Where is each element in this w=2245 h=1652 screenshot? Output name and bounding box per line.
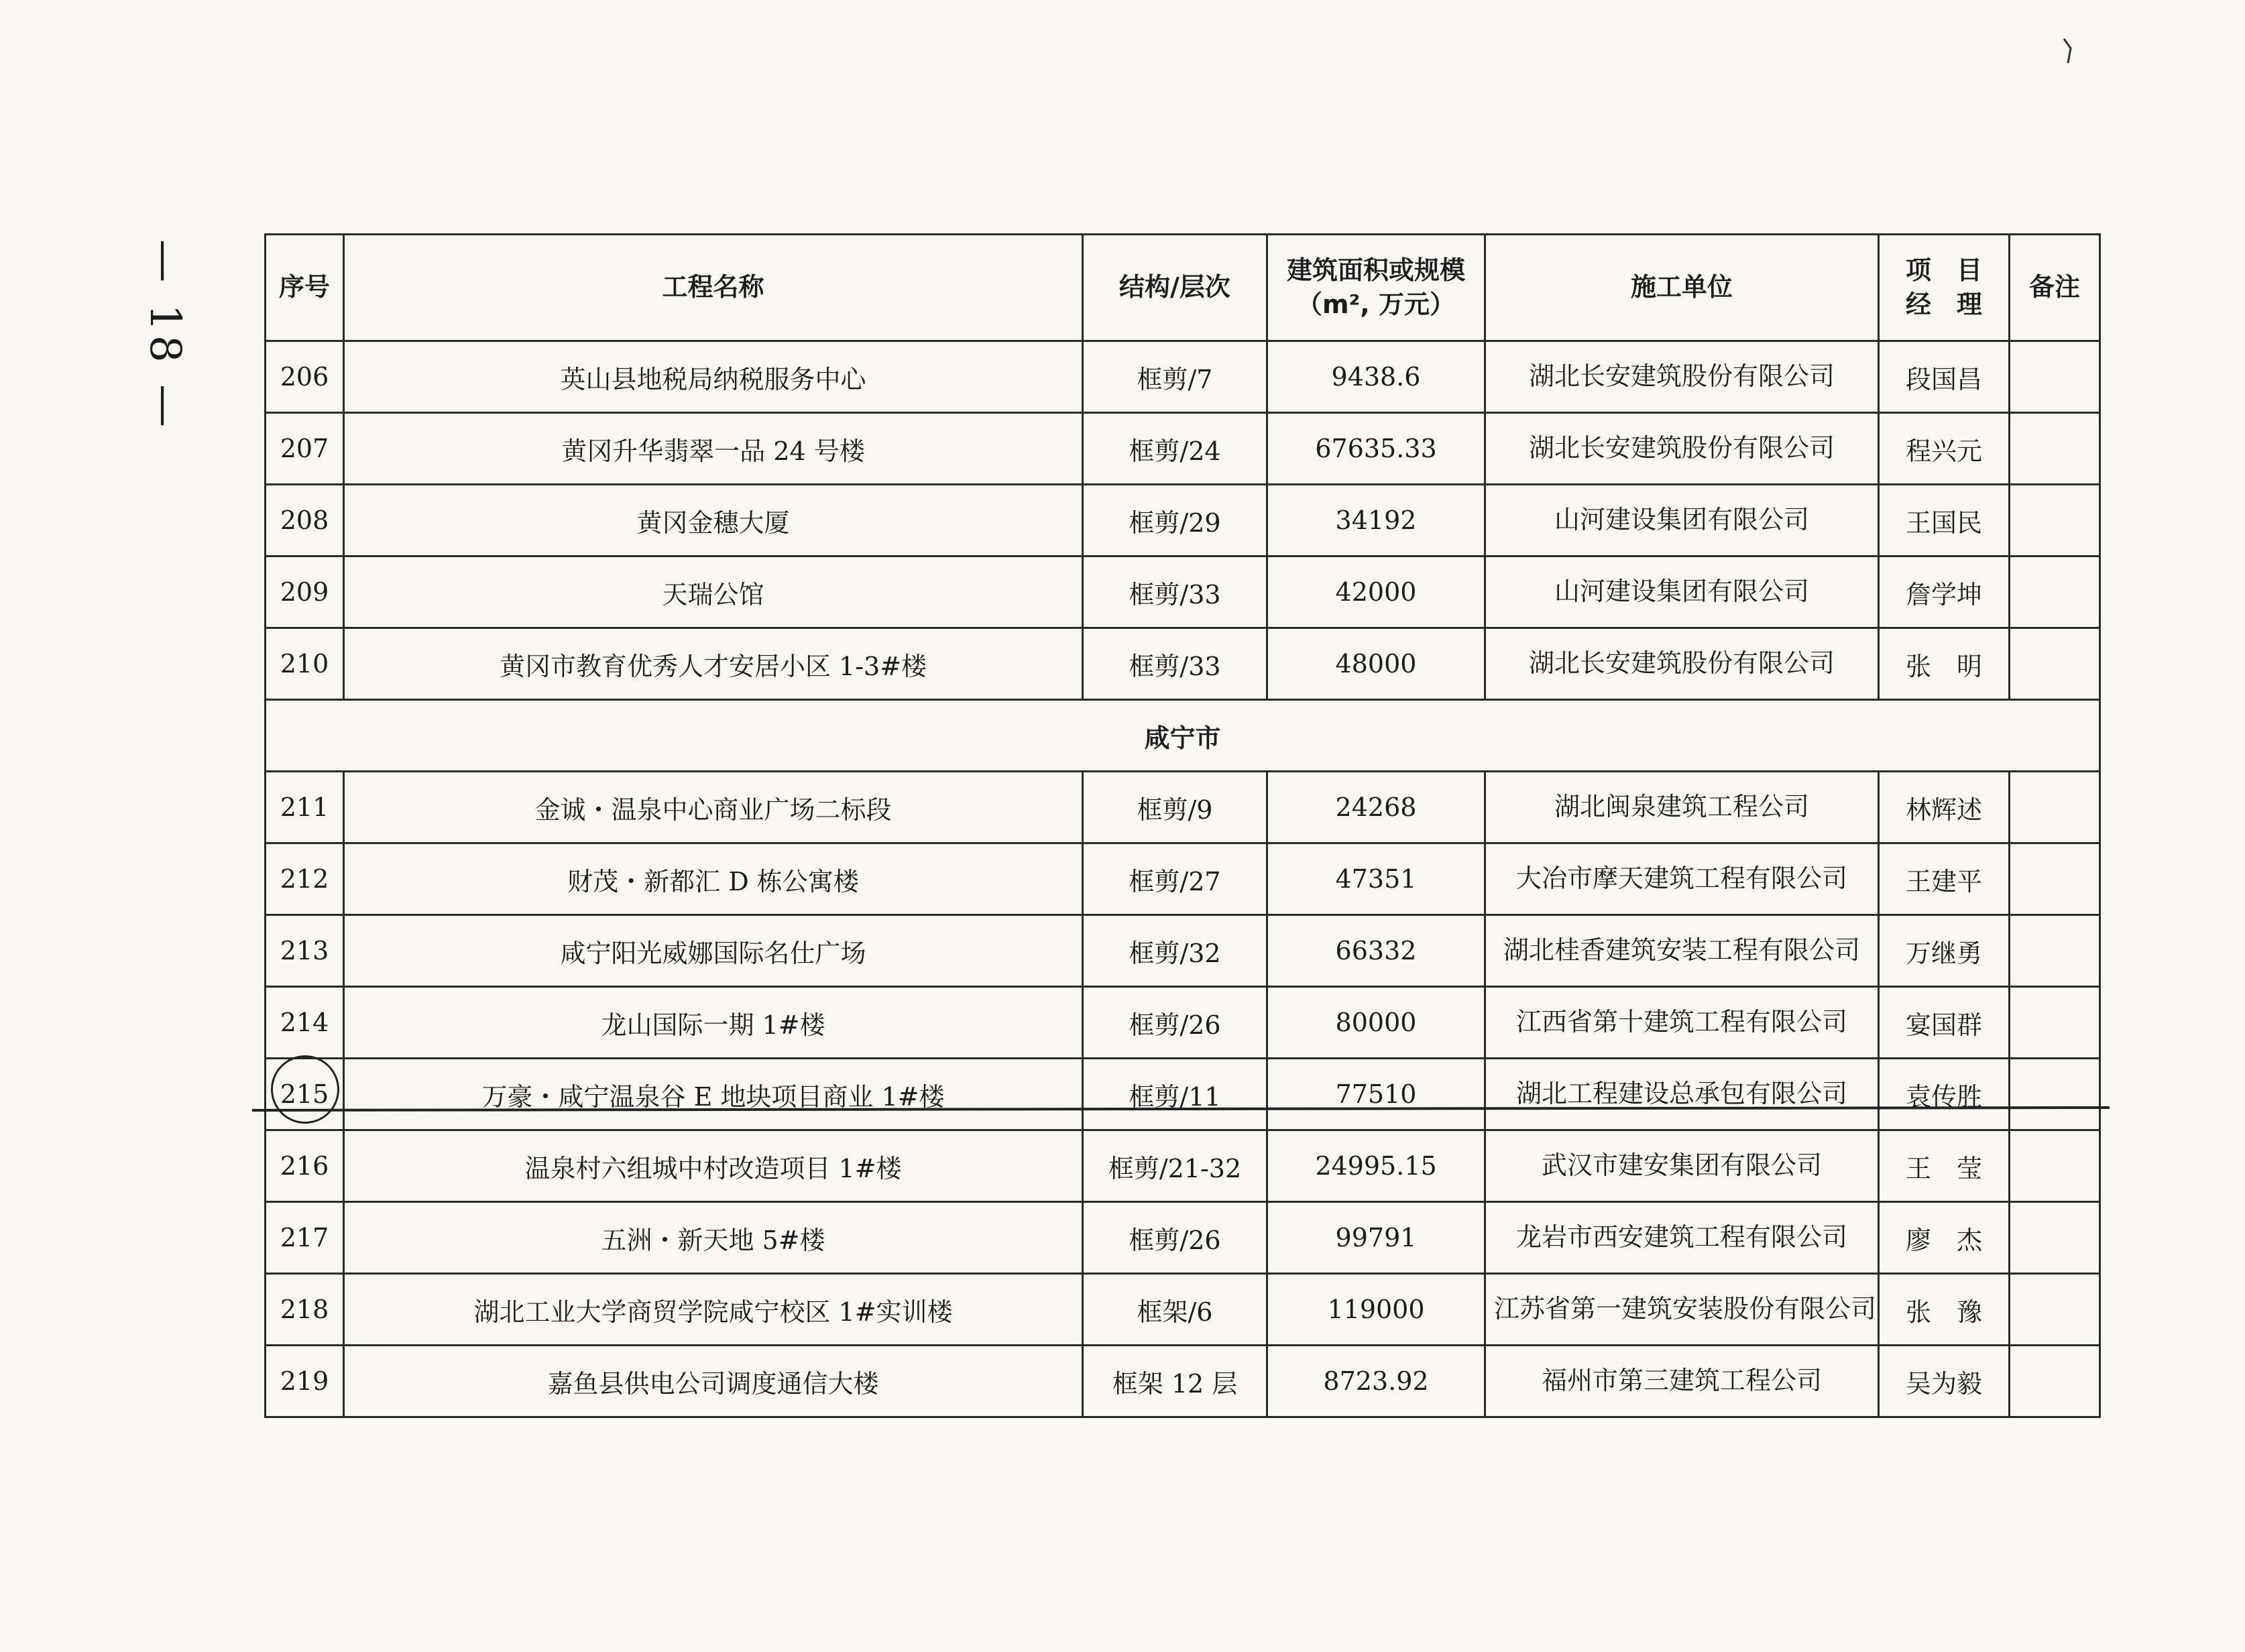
cell-area: 119000 [1267, 1274, 1485, 1346]
cell-area: 42000 [1267, 556, 1485, 628]
cell-seq: 209 [266, 556, 344, 628]
cell-name: 咸宁阳光威娜国际名仕广场 [344, 915, 1083, 987]
table-row [266, 987, 2100, 1059]
table-row [266, 556, 2100, 628]
cell-builder: 湖北长安建筑股份有限公司 [1485, 413, 1879, 485]
cell-structure: 框剪/11 [1083, 1059, 1267, 1130]
header-manager-line1: 项 目 [1905, 255, 1982, 285]
table-header-row [266, 235, 2100, 341]
cell-name: 温泉村六组城中村改造项目 1#楼 [344, 1130, 1083, 1202]
cell-builder: 大冶市摩天建筑工程有限公司 [1485, 843, 1879, 915]
cell-seq: 207 [266, 413, 344, 485]
cell-remark [2010, 1274, 2100, 1346]
table-row [266, 1202, 2100, 1274]
cell-structure: 框剪/33 [1083, 556, 1267, 628]
cell-area: 24995.15 [1267, 1130, 1485, 1202]
cell-remark [2010, 1130, 2100, 1202]
cell-builder: 湖北长安建筑股份有限公司 [1485, 628, 1879, 700]
cell-builder: 江苏省第一建筑安装股份有限公司 [1485, 1274, 1879, 1346]
cell-manager: 王建平 [1879, 843, 2010, 915]
cell-seq: 211 [266, 772, 344, 843]
cell-area: 34192 [1267, 485, 1485, 556]
cell-builder: 湖北闽泉建筑工程公司 [1485, 772, 1879, 843]
cell-manager: 万继勇 [1879, 915, 2010, 987]
cell-name: 英山县地税局纳税服务中心 [344, 341, 1083, 413]
cell-manager: 廖 杰 [1879, 1202, 2010, 1274]
table-row [266, 1274, 2100, 1346]
table-row [266, 1059, 2100, 1130]
cell-structure: 框架 12 层 [1083, 1346, 1267, 1417]
table-row [266, 485, 2100, 556]
cell-remark [2010, 987, 2100, 1059]
cell-manager: 林辉述 [1879, 772, 2010, 843]
header-seq: 序号 [266, 235, 344, 341]
cell-manager: 袁传胜 [1879, 1059, 2010, 1130]
cell-builder: 龙岩市西安建筑工程有限公司 [1485, 1202, 1879, 1274]
cell-structure: 框剪/27 [1083, 843, 1267, 915]
cell-area: 9438.6 [1267, 341, 1485, 413]
header-remark: 备注 [2010, 235, 2100, 341]
cell-seq: 215 [266, 1059, 344, 1130]
cell-name: 金诚・温泉中心商业广场二标段 [344, 772, 1083, 843]
cell-manager: 吴为毅 [1879, 1346, 2010, 1417]
cell-structure: 框剪/29 [1083, 485, 1267, 556]
table-row [266, 843, 2100, 915]
cell-seq: 217 [266, 1202, 344, 1274]
cell-area: 8723.92 [1267, 1346, 1485, 1417]
header-structure: 结构/层次 [1083, 235, 1267, 341]
cell-remark [2010, 1202, 2100, 1274]
header-area-line2: （m², 万元） [1297, 290, 1455, 319]
header-area [1267, 235, 1485, 341]
cell-builder: 山河建设集团有限公司 [1485, 485, 1879, 556]
table-row [266, 341, 2100, 413]
cell-builder: 武汉市建安集团有限公司 [1485, 1130, 1879, 1202]
cell-structure: 框剪/32 [1083, 915, 1267, 987]
cell-structure: 框架/6 [1083, 1274, 1267, 1346]
cell-name: 嘉鱼县供电公司调度通信大楼 [344, 1346, 1083, 1417]
table-body-group1 [266, 341, 2100, 1417]
pen-tick-mark [2061, 38, 2081, 64]
header-manager [1879, 235, 2010, 341]
header-manager-line2: 经 理 [1905, 290, 1982, 319]
cell-builder: 福州市第三建筑工程公司 [1485, 1346, 1879, 1417]
cell-area: 99791 [1267, 1202, 1485, 1274]
cell-builder: 湖北长安建筑股份有限公司 [1485, 341, 1879, 413]
table-row [266, 772, 2100, 843]
cell-seq: 212 [266, 843, 344, 915]
cell-seq: 206 [266, 341, 344, 413]
cell-name: 天瑞公馆 [344, 556, 1083, 628]
region-row [266, 700, 2100, 772]
cell-name: 财茂・新都汇 D 栋公寓楼 [344, 843, 1083, 915]
cell-name: 黄冈升华翡翠一品 24 号楼 [344, 413, 1083, 485]
cell-manager: 王国民 [1879, 485, 2010, 556]
cell-area: 48000 [1267, 628, 1485, 700]
cell-name: 五洲・新天地 5#楼 [344, 1202, 1083, 1274]
cell-seq: 213 [266, 915, 344, 987]
cell-remark [2010, 556, 2100, 628]
cell-structure: 框剪/7 [1083, 341, 1267, 413]
cell-area: 24268 [1267, 772, 1485, 843]
cell-seq: 208 [266, 485, 344, 556]
cell-builder: 山河建设集团有限公司 [1485, 556, 1879, 628]
cell-remark [2010, 1346, 2100, 1417]
cell-builder: 湖北桂香建筑安装工程有限公司 [1485, 915, 1879, 987]
cell-builder: 江西省第十建筑工程有限公司 [1485, 987, 1879, 1059]
cell-structure: 框剪/33 [1083, 628, 1267, 700]
cell-manager: 张 豫 [1879, 1274, 2010, 1346]
header-builder: 施工单位 [1485, 235, 1879, 341]
table-row [266, 1346, 2100, 1417]
cell-seq: 214 [266, 987, 344, 1059]
cell-remark [2010, 628, 2100, 700]
cell-remark [2010, 485, 2100, 556]
cell-manager: 段国昌 [1879, 341, 2010, 413]
cell-structure: 框剪/9 [1083, 772, 1267, 843]
cell-seq: 210 [266, 628, 344, 700]
cell-manager: 詹学坤 [1879, 556, 2010, 628]
project-table [264, 233, 2101, 1418]
table-row [266, 628, 2100, 700]
cell-name: 万豪・咸宁温泉谷 E 地块项目商业 1#楼 [344, 1059, 1083, 1130]
table-row [266, 413, 2100, 485]
header-name: 工程名称 [344, 235, 1083, 341]
cell-structure: 框剪/26 [1083, 1202, 1267, 1274]
cell-seq: 216 [266, 1130, 344, 1202]
table-row [266, 1130, 2100, 1202]
cell-structure: 框剪/26 [1083, 987, 1267, 1059]
cell-builder: 湖北工程建设总承包有限公司 [1485, 1059, 1879, 1130]
cell-manager: 程兴元 [1879, 413, 2010, 485]
cell-structure: 框剪/24 [1083, 413, 1267, 485]
cell-remark [2010, 341, 2100, 413]
cell-name: 龙山国际一期 1#楼 [344, 987, 1083, 1059]
cell-remark [2010, 843, 2100, 915]
cell-remark [2010, 1059, 2100, 1130]
cell-name: 黄冈市教育优秀人才安居小区 1-3#楼 [344, 628, 1083, 700]
cell-name: 黄冈金穗大厦 [344, 485, 1083, 556]
cell-area: 77510 [1267, 1059, 1485, 1130]
region-label: 咸宁市 [266, 700, 2100, 772]
cell-remark [2010, 413, 2100, 485]
cell-area: 80000 [1267, 987, 1485, 1059]
cell-remark [2010, 915, 2100, 987]
cell-area: 66332 [1267, 915, 1485, 987]
cell-remark [2010, 772, 2100, 843]
cell-area: 67635.33 [1267, 413, 1485, 485]
cell-manager: 宴国群 [1879, 987, 2010, 1059]
cell-area: 47351 [1267, 843, 1485, 915]
table-row [266, 915, 2100, 987]
header-area-line1: 建筑面积或规模 [1286, 255, 1465, 285]
cell-seq: 219 [266, 1346, 344, 1417]
page-number-text: — 18 — [140, 239, 190, 432]
project-table-container [264, 233, 2099, 1411]
cell-manager: 张 明 [1879, 628, 2010, 700]
cell-structure: 框剪/21-32 [1083, 1130, 1267, 1202]
cell-manager: 王 莹 [1879, 1130, 2010, 1202]
page-number [138, 239, 192, 432]
cell-name: 湖北工业大学商贸学院咸宁校区 1#实训楼 [344, 1274, 1083, 1346]
cell-seq: 218 [266, 1274, 344, 1346]
